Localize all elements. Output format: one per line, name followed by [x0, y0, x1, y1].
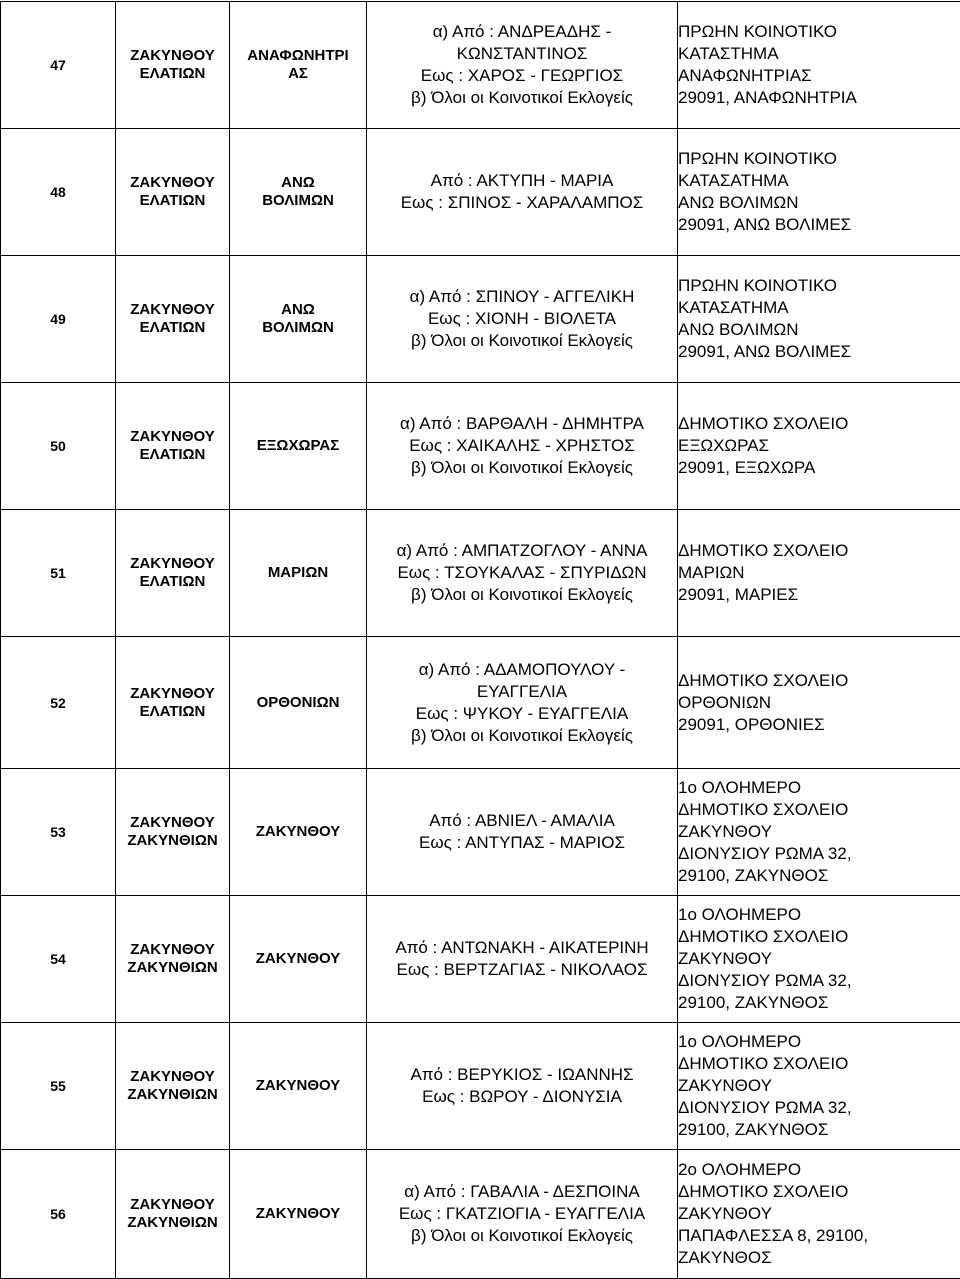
voter-range-cell — [367, 256, 678, 383]
station-location-cell-line: ΔΙΟΝΥΣΙΟΥ ΡΩΜΑ 32, — [678, 970, 960, 992]
station-location-cell-line: ΖΑΚΥΝΘΟΥ — [678, 1203, 960, 1225]
community-cell-line: ΖΑΚΥΝΘΟΥ — [230, 950, 366, 968]
municipality-cell — [116, 896, 230, 1023]
municipality-cell — [116, 1023, 230, 1150]
community-cell — [230, 1023, 367, 1150]
voter-range-cell — [367, 129, 678, 256]
station-location-cell — [678, 1150, 960, 1279]
station-location-cell-line: ΠΑΠΑΦΛΕΣΣΑ 8, 29100, — [678, 1225, 960, 1247]
voter-range-cell-line: Εως : ΤΣΟΥΚΑΛΑΣ - ΣΠΥΡΙΔΩΝ — [367, 562, 677, 584]
station-location-cell-line: 1ο ΟΛΟΗΜΕΡΟ — [678, 1031, 960, 1053]
station-location-cell — [678, 383, 960, 510]
municipality-cell-line: ΕΛΑΤΙΩΝ — [116, 446, 229, 464]
table-row — [1, 1023, 960, 1150]
station-location-cell-line: ΔΗΜΟΤΙΚΟ ΣΧΟΛΕΙΟ — [678, 670, 960, 692]
station-number: 55 — [1, 1023, 116, 1150]
voter-range-cell-line: β) Όλοι οι Κοινοτικοί Εκλογείς — [367, 725, 677, 747]
voter-range-cell-line: Εως : ΓΚΑΤΖΙΟΓΙΑ - ΕΥΑΓΓΕΛΙΑ — [367, 1203, 677, 1225]
station-number: 47 — [1, 2, 116, 129]
community-cell-line: ΑΝΩ — [230, 174, 366, 192]
municipality-cell-line: ΖΑΚΥΝΘΙΩΝ — [116, 832, 229, 850]
station-location-cell-line: ΟΡΘΟΝΙΩΝ — [678, 692, 960, 714]
voter-range-cell-line: α) Από : ΣΠΙΝΟΥ - ΑΓΓΕΛΙΚΗ — [367, 286, 677, 308]
voter-range-cell-line: α) Από : ΑΝΔΡΕΑΔΗΣ - — [367, 21, 677, 43]
station-location-cell-line: 29091, ΑΝΑΦΩΝΗΤΡΙΑ — [678, 87, 960, 109]
table-row — [1, 129, 960, 256]
municipality-cell-line: ΖΑΚΥΝΘΟΥ — [116, 174, 229, 192]
voter-range-cell-line: Εως : ΒΩΡΟΥ - ΔΙΟΝΥΣΙΑ — [367, 1086, 677, 1108]
community-cell — [230, 637, 367, 769]
voter-range-cell-line: α) Από : ΑΜΠΑΤΖΟΓΛΟΥ - ΑΝΝΑ — [367, 540, 677, 562]
station-location-cell-line: ΔΗΜΟΤΙΚΟ ΣΧΟΛΕΙΟ — [678, 799, 960, 821]
municipality-cell-line: ΖΑΚΥΝΘΟΥ — [116, 814, 229, 832]
station-number: 56 — [1, 1150, 116, 1279]
community-cell-line: ΑΝΩ — [230, 301, 366, 319]
municipality-cell — [116, 1150, 230, 1279]
voter-range-cell — [367, 510, 678, 637]
voter-range-cell-line: ΚΩΝΣΤΑΝΤΙΝΟΣ — [367, 43, 677, 65]
station-location-cell-line: ΑΝΩ ΒΟΛΙΜΩΝ — [678, 192, 960, 214]
table-row — [1, 510, 960, 637]
community-cell-line: ΒΟΛΙΜΩΝ — [230, 319, 366, 337]
community-cell — [230, 769, 367, 896]
station-location-cell-line: 1ο ΟΛΟΗΜΕΡΟ — [678, 777, 960, 799]
station-location-cell-line: 29091, ΑΝΩ ΒΟΛΙΜΕΣ — [678, 341, 960, 363]
community-cell — [230, 129, 367, 256]
table-row — [1, 896, 960, 1023]
voter-range-cell — [367, 2, 678, 129]
municipality-cell-line: ΖΑΚΥΝΘΟΥ — [116, 941, 229, 959]
station-location-cell-line: ΚΑΤΑΣΑΤΗΜΑ — [678, 170, 960, 192]
municipality-cell-line: ΕΛΑΤΙΩΝ — [116, 319, 229, 337]
station-number: 48 — [1, 129, 116, 256]
station-location-cell-line: 29091, ΜΑΡΙΕΣ — [678, 584, 960, 606]
municipality-cell — [116, 510, 230, 637]
community-cell — [230, 383, 367, 510]
municipality-cell — [116, 769, 230, 896]
station-location-cell-line: 29100, ΖΑΚΥΝΘΟΣ — [678, 865, 960, 887]
station-location-cell-line: 29091, ΟΡΘΟΝΙΕΣ — [678, 714, 960, 736]
voter-range-cell — [367, 1150, 678, 1279]
station-location-cell-line: 29100, ΖΑΚΥΝΘΟΣ — [678, 1119, 960, 1141]
station-number: 49 — [1, 256, 116, 383]
voter-range-cell-line: Από : ΑΒΝΙΕΛ - ΑΜΑΛΙΑ — [367, 810, 677, 832]
community-cell — [230, 1150, 367, 1279]
station-location-cell-line: ΕΞΩΧΩΡΑΣ — [678, 435, 960, 457]
station-location-cell-line: 2ο ΟΛΟΗΜΕΡΟ — [678, 1159, 960, 1181]
station-location-cell-line: ΔΗΜΟΤΙΚΟ ΣΧΟΛΕΙΟ — [678, 926, 960, 948]
station-location-cell — [678, 510, 960, 637]
station-location-cell-line: 29100, ΖΑΚΥΝΘΟΣ — [678, 992, 960, 1014]
station-location-cell-line: ΠΡΩΗΝ ΚΟΙΝΟΤΙΚΟ — [678, 148, 960, 170]
voter-range-cell-line: β) Όλοι οι Κοινοτικοί Εκλογείς — [367, 1225, 677, 1247]
voter-range-cell-line: Εως : ΧΑΙΚΑΛΗΣ - ΧΡΗΣΤΟΣ — [367, 435, 677, 457]
table-row — [1, 256, 960, 383]
voter-range-cell — [367, 383, 678, 510]
station-location-cell-line: ΑΝΩ ΒΟΛΙΜΩΝ — [678, 319, 960, 341]
municipality-cell-line: ΖΑΚΥΝΘΟΥ — [116, 1196, 229, 1214]
station-number: 54 — [1, 896, 116, 1023]
municipality-cell-line: ΖΑΚΥΝΘΟΥ — [116, 1068, 229, 1086]
voter-range-cell — [367, 769, 678, 896]
community-cell-line: ΖΑΚΥΝΘΟΥ — [230, 1205, 366, 1223]
station-location-cell-line: ΜΑΡΙΩΝ — [678, 562, 960, 584]
municipality-cell-line: ΖΑΚΥΝΘΙΩΝ — [116, 959, 229, 977]
community-cell-line: ΑΣ — [230, 65, 366, 83]
voter-range-cell-line: β) Όλοι οι Κοινοτικοί Εκλογείς — [367, 330, 677, 352]
municipality-cell-line: ΖΑΚΥΝΘΟΥ — [116, 555, 229, 573]
voter-range-cell — [367, 637, 678, 769]
community-cell-line: ΑΝΑΦΩΝΗΤΡΙ — [230, 47, 366, 65]
station-location-cell — [678, 129, 960, 256]
voter-range-cell — [367, 1023, 678, 1150]
community-cell — [230, 256, 367, 383]
station-location-cell-line: 29091, ΑΝΩ ΒΟΛΙΜΕΣ — [678, 214, 960, 236]
voter-range-cell-line: α) Από : ΓΑΒΑΛΙΑ - ΔΕΣΠΟΙΝΑ — [367, 1181, 677, 1203]
municipality-cell-line: ΖΑΚΥΝΘΙΩΝ — [116, 1086, 229, 1104]
voter-range-cell — [367, 896, 678, 1023]
voter-range-cell-line: α) Από : ΒΑΡΘΑΛΗ - ΔΗΜΗΤΡΑ — [367, 413, 677, 435]
municipality-cell-line: ΕΛΑΤΙΩΝ — [116, 65, 229, 83]
municipality-cell — [116, 256, 230, 383]
station-location-cell-line: ΖΑΚΥΝΘΟΥ — [678, 1075, 960, 1097]
station-location-cell-line: ΠΡΩΗΝ ΚΟΙΝΟΤΙΚΟ — [678, 275, 960, 297]
municipality-cell — [116, 637, 230, 769]
station-location-cell-line: ΖΑΚΥΝΘΟΣ — [678, 1247, 960, 1269]
station-location-cell-line: ΔΗΜΟΤΙΚΟ ΣΧΟΛΕΙΟ — [678, 413, 960, 435]
station-location-cell-line: 29091, ΕΞΩΧΩΡΑ — [678, 457, 960, 479]
voter-range-cell-line: α) Από : ΑΔΑΜΟΠΟΥΛΟΥ - — [367, 659, 677, 681]
municipality-cell-line: ΖΑΚΥΝΘΟΥ — [116, 685, 229, 703]
municipality-cell — [116, 383, 230, 510]
community-cell-line: ΖΑΚΥΝΘΟΥ — [230, 823, 366, 841]
voter-range-cell-line: Εως : ΨΥΚΟΥ - ΕΥΑΓΓΕΛΙΑ — [367, 703, 677, 725]
station-location-cell — [678, 769, 960, 896]
community-cell-line: ΒΟΛΙΜΩΝ — [230, 192, 366, 210]
station-number: 53 — [1, 769, 116, 896]
municipality-cell-line: ΖΑΚΥΝΘΙΩΝ — [116, 1214, 229, 1232]
station-location-cell — [678, 896, 960, 1023]
station-location-cell-line: ΔΗΜΟΤΙΚΟ ΣΧΟΛΕΙΟ — [678, 1181, 960, 1203]
voter-range-cell-line: β) Όλοι οι Κοινοτικοί Εκλογείς — [367, 87, 677, 109]
station-location-cell-line: ΑΝΑΦΩΝΗΤΡΙΑΣ — [678, 65, 960, 87]
table-row — [1, 637, 960, 769]
municipality-cell-line: ΕΛΑΤΙΩΝ — [116, 192, 229, 210]
table-row — [1, 2, 960, 129]
table-row — [1, 769, 960, 896]
station-location-cell-line: ΔΗΜΟΤΙΚΟ ΣΧΟΛΕΙΟ — [678, 1053, 960, 1075]
municipality-cell — [116, 129, 230, 256]
station-location-cell — [678, 1023, 960, 1150]
municipality-cell-line: ΕΛΑΤΙΩΝ — [116, 573, 229, 591]
voter-range-cell-line: Εως : ΑΝΤΥΠΑΣ - ΜΑΡΙΟΣ — [367, 832, 677, 854]
table-row — [1, 383, 960, 510]
voter-range-cell-line: Από : ΑΝΤΩΝΑΚΗ - ΑΙΚΑΤΕΡΙΝΗ — [367, 937, 677, 959]
community-cell — [230, 2, 367, 129]
station-location-cell-line: ΚΑΤΑΣΑΤΗΜΑ — [678, 297, 960, 319]
polling-stations-table — [0, 1, 960, 1279]
station-number: 50 — [1, 383, 116, 510]
voter-range-cell-line: Εως : ΧΙΟΝΗ - ΒΙΟΛΕΤΑ — [367, 308, 677, 330]
station-location-cell-line: ΔΙΟΝΥΣΙΟΥ ΡΩΜΑ 32, — [678, 1097, 960, 1119]
station-location-cell-line: ΖΑΚΥΝΘΟΥ — [678, 821, 960, 843]
voter-range-cell-line: Εως : ΒΕΡΤΖΑΓΙΑΣ - ΝΙΚΟΛΑΟΣ — [367, 959, 677, 981]
community-cell-line: ΕΞΩΧΩΡΑΣ — [230, 437, 366, 455]
municipality-cell-line: ΖΑΚΥΝΘΟΥ — [116, 428, 229, 446]
station-location-cell-line: ΔΗΜΟΤΙΚΟ ΣΧΟΛΕΙΟ — [678, 540, 960, 562]
municipality-cell-line: ΖΑΚΥΝΘΟΥ — [116, 301, 229, 319]
station-location-cell — [678, 256, 960, 383]
voter-range-cell-line: β) Όλοι οι Κοινοτικοί Εκλογείς — [367, 584, 677, 606]
voter-range-cell-line: Από : ΒΕΡΥΚΙΟΣ - ΙΩΑΝΝΗΣ — [367, 1064, 677, 1086]
community-cell-line: ΖΑΚΥΝΘΟΥ — [230, 1077, 366, 1095]
station-location-cell — [678, 637, 960, 769]
table-row — [1, 1150, 960, 1279]
municipality-cell — [116, 2, 230, 129]
voter-range-cell-line: Εως : ΣΠΙΝΟΣ - ΧΑΡΑΛΑΜΠΟΣ — [367, 192, 677, 214]
voter-range-cell-line: Εως : ΧΑΡΟΣ - ΓΕΩΡΓΙΟΣ — [367, 65, 677, 87]
station-location-cell-line: ΠΡΩΗΝ ΚΟΙΝΟΤΙΚΟ — [678, 21, 960, 43]
community-cell-line: ΟΡΘΟΝΙΩΝ — [230, 694, 366, 712]
voter-range-cell-line: ΕΥΑΓΓΕΛΙΑ — [367, 681, 677, 703]
station-location-cell-line: 1ο ΟΛΟΗΜΕΡΟ — [678, 904, 960, 926]
voter-range-cell-line: Από : ΑΚΤΥΠΗ - ΜΑΡΙΑ — [367, 170, 677, 192]
community-cell — [230, 896, 367, 1023]
community-cell — [230, 510, 367, 637]
station-location-cell-line: ΖΑΚΥΝΘΟΥ — [678, 948, 960, 970]
station-number: 52 — [1, 637, 116, 769]
community-cell-line: ΜΑΡΙΩΝ — [230, 564, 366, 582]
station-location-cell-line: ΔΙΟΝΥΣΙΟΥ ΡΩΜΑ 32, — [678, 843, 960, 865]
station-location-cell — [678, 2, 960, 129]
municipality-cell-line: ΖΑΚΥΝΘΟΥ — [116, 47, 229, 65]
station-location-cell-line: ΚΑΤΑΣΤΗΜΑ — [678, 43, 960, 65]
station-number: 51 — [1, 510, 116, 637]
municipality-cell-line: ΕΛΑΤΙΩΝ — [116, 703, 229, 721]
voter-range-cell-line: β) Όλοι οι Κοινοτικοί Εκλογείς — [367, 457, 677, 479]
